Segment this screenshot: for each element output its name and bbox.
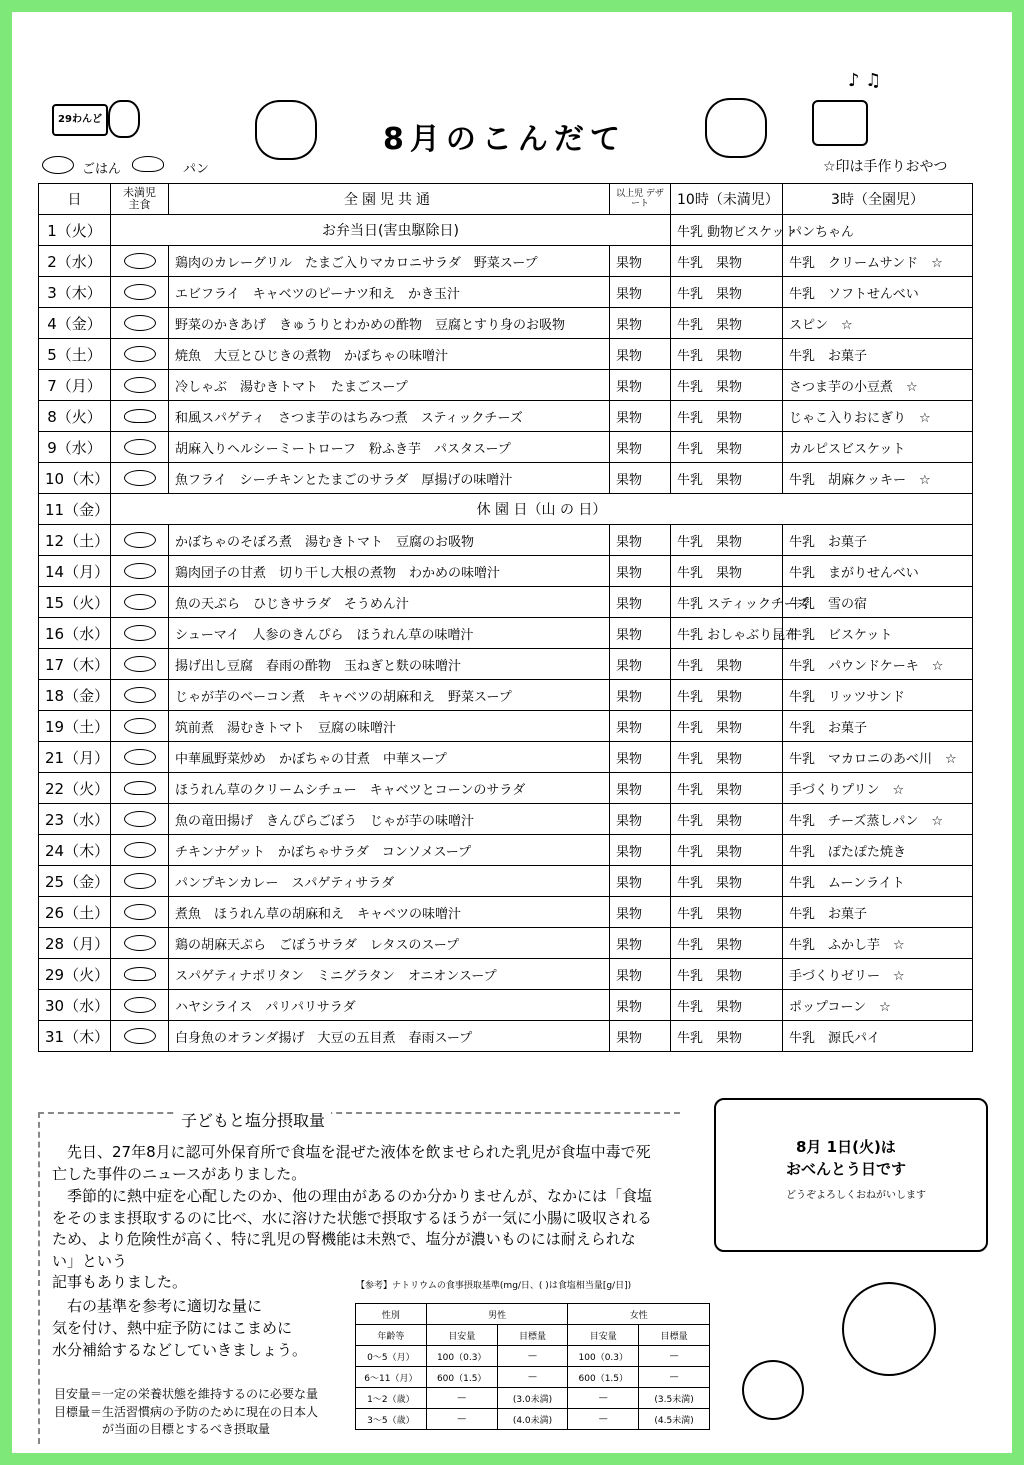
ref-cell: 目標量 [497,1325,568,1346]
snack-3-cell: 牛乳 ソフトせんべい [783,277,973,308]
note-heading: 子どもと塩分摂取量 [175,1108,331,1131]
snack-10-cell: 牛乳 果物 [671,773,783,804]
menu-row [39,959,973,990]
dessert-cell: 果物 [610,928,671,959]
bento-title: おべんとう日です [786,1160,907,1178]
main-dish-cell: スパゲティナポリタン ミニグラタン オニオンスープ [169,959,610,990]
snack-10-cell: 牛乳 果物 [671,525,783,556]
main-dish-cell: エビフライ キャベツのピーナツ和え かき玉汁 [169,277,610,308]
menu-row [39,494,973,525]
day-cell: 29（火） [39,959,111,990]
note-paragraph: 右の基準を参考に適切な量に [52,1297,263,1315]
snack-3-cell: 牛乳 パウンドケーキ ☆ [783,649,973,680]
rice-bowl-icon [124,470,156,486]
menu-row [39,835,973,866]
event-cell: 休 園 日（山 の 日） [111,494,973,525]
rice-bowl-icon [124,749,156,765]
staple-cell [111,308,169,339]
rice-bowl-icon [124,1028,156,1044]
snack-10-cell: 牛乳 果物 [671,959,783,990]
staple-cell [111,649,169,680]
ref-cell: 0～5（月） [356,1346,427,1367]
snack-10-cell: 牛乳 果物 [671,897,783,928]
staple-cell [111,432,169,463]
snack-3-cell: 牛乳 チーズ蒸しパン ☆ [783,804,973,835]
bento-date: 8月 1日(火)は [796,1138,896,1156]
menu-row [39,742,973,773]
snack-10-cell: 牛乳 果物 [671,1021,783,1052]
ref-cell: 1～2（歳） [356,1388,427,1409]
staple-cell [111,587,169,618]
day-cell: 28（月） [39,928,111,959]
snack-3-cell: 牛乳 ビスケット [783,618,973,649]
menu-row [39,432,973,463]
snack-3-cell: 牛乳 ムーンライト [783,866,973,897]
staple-cell [111,773,169,804]
snack-3-cell: ポップコーン ☆ [783,990,973,1021]
note-paragraph: 記事もありました。 [52,1273,188,1291]
staple-cell [111,556,169,587]
dog-illustration [255,100,317,160]
snack-3-cell: 手づくりゼリー ☆ [783,959,973,990]
dessert-cell: 果物 [610,463,671,494]
day-cell: 24（木） [39,835,111,866]
day-cell: 7（月） [39,370,111,401]
snack-3-cell: 牛乳 お菓子 [783,897,973,928]
rice-bowl-icon [124,315,156,331]
staple-cell [111,618,169,649]
day-cell: 5（土） [39,339,111,370]
ref-cell: (4.0未満) [497,1409,568,1430]
staple-cell [111,835,169,866]
dessert-cell: 果物 [610,618,671,649]
snack-3-cell: 牛乳 ふかし芋 ☆ [783,928,973,959]
dessert-cell: 果物 [610,401,671,432]
snack-3-cell: 牛乳 胡麻クッキー ☆ [783,463,973,494]
snack-3-cell: カルピスビスケット [783,432,973,463]
main-dish-cell: 鶏肉のカレーグリル たまご入りマカロニサラダ 野菜スープ [169,246,610,277]
day-cell: 17（木） [39,649,111,680]
day-cell: 4（金） [39,308,111,339]
snack-10-cell: 牛乳 果物 [671,246,783,277]
staple-cell [111,463,169,494]
staple-cell [111,246,169,277]
main-dish-cell: 冷しゃぶ 湯むきトマト たまごスープ [169,370,610,401]
ref-cell: 600（1.5） [426,1367,497,1388]
snack-3-cell: 牛乳 お菓子 [783,339,973,370]
day-cell: 15（火） [39,587,111,618]
snack-10-cell: 牛乳 果物 [671,370,783,401]
event-cell: お弁当日(害虫駆除日) [111,215,671,246]
dessert-cell: 果物 [610,370,671,401]
snack-10-cell: 牛乳 果物 [671,804,783,835]
menu-row [39,928,973,959]
menu-row [39,866,973,897]
main-dish-cell: パンプキンカレー スパゲティサラダ [169,866,610,897]
dessert-cell: 果物 [610,959,671,990]
boy-illustration [842,1282,936,1376]
snack-3-cell: 牛乳 お菓子 [783,525,973,556]
girl-illustration [742,1360,804,1420]
staple-cell [111,742,169,773]
ref-cell: 目安量 [568,1325,639,1346]
day-cell: 22（火） [39,773,111,804]
ref-cell: — [497,1346,568,1367]
dessert-cell: 果物 [610,432,671,463]
ref-cell: 100（0.3） [426,1346,497,1367]
col-header: 日 [39,184,111,215]
snack-10-cell: 牛乳 おしゃぶり昆布 [671,618,783,649]
dessert-cell: 果物 [610,866,671,897]
snack-10-cell: 牛乳 果物 [671,556,783,587]
ref-row [356,1409,710,1430]
dessert-cell: 果物 [610,556,671,587]
dessert-cell: 果物 [610,680,671,711]
main-dish-cell: 焼魚 大豆とひじきの煮物 かぼちゃの味噌汁 [169,339,610,370]
snack-10-cell: 牛乳 果物 [671,463,783,494]
menu-row [39,339,973,370]
day-cell: 9（水） [39,432,111,463]
dessert-cell: 果物 [610,1021,671,1052]
dessert-cell: 果物 [610,711,671,742]
main-dish-cell: 揚げ出し豆腐 春雨の酢物 玉ねぎと麩の味噌汁 [169,649,610,680]
col-header: 3時（全園児） [783,184,973,215]
music-notes-icon: ♪ ♫ [848,70,882,91]
bread-icon [132,156,164,172]
snack-3-cell: じゃこ入りおにぎり ☆ [783,401,973,432]
ref-cell: 6～11（月） [356,1367,427,1388]
day-cell: 1（火） [39,215,111,246]
staple-cell [111,804,169,835]
main-dish-cell: 胡麻入りヘルシーミートローフ 粉ふき芋 パスタスープ [169,432,610,463]
staple-cell [111,959,169,990]
rice-bowl-icon [124,377,156,393]
ref-cell: 目安量 [426,1325,497,1346]
menu-row [39,711,973,742]
note-paragraph: 水分補給するなどしていきましょう。 [52,1341,308,1359]
ref-cell: — [568,1409,639,1430]
staple-cell [111,897,169,928]
main-dish-cell: じゃが芋のベーコン煮 キャベツの胡麻和え 野菜スープ [169,680,610,711]
main-dish-cell: ハヤシライス パリパリサラダ [169,990,610,1021]
menu-row [39,804,973,835]
dessert-cell: 果物 [610,339,671,370]
day-cell: 11（金） [39,494,111,525]
snack-10-cell: 牛乳 果物 [671,401,783,432]
main-dish-cell: シューマイ 人参のきんぴら ほうれん草の味噌汁 [169,618,610,649]
rice-bowl-icon [124,656,156,672]
menu-header-row [39,184,973,215]
ref-cell: 性別 [356,1304,427,1325]
dessert-cell: 果物 [610,525,671,556]
day-cell: 31（木） [39,1021,111,1052]
staple-cell [111,370,169,401]
rice-bowl-icon [124,284,156,300]
main-dish-cell: 筑前煮 湯むきトマト 豆腐の味噌汁 [169,711,610,742]
rice-bowl-icon [124,842,156,858]
snack-3-cell: パンちゃん [783,215,973,246]
snack-10-cell: 牛乳 果物 [671,277,783,308]
menu-row [39,618,973,649]
snack-3-cell: 牛乳 ぽたぽた焼き [783,835,973,866]
snack-10-cell: 牛乳 果物 [671,866,783,897]
menu-row [39,370,973,401]
ref-cell: (4.5未満) [639,1409,710,1430]
col-header: 全園児共通 [169,184,610,215]
definition-line: 目標量＝生活習慣病の予防のために現在の日本人 [54,1404,319,1419]
dessert-cell: 果物 [610,246,671,277]
day-cell: 30（水） [39,990,111,1021]
rice-bowl-icon [124,439,156,455]
rice-bowl-icon [124,935,156,951]
staple-cell [111,680,169,711]
day-cell: 2（水） [39,246,111,277]
snack-10-cell: 牛乳 果物 [671,990,783,1021]
snack-10-cell: 牛乳 スティックチーズ [671,587,783,618]
dessert-cell: 果物 [610,835,671,866]
snack-3-cell: さつま芋の小豆煮 ☆ [783,370,973,401]
legend-bread-label: パン [183,162,210,177]
note-paragraph: 気を付け、熱中症予防にはこまめに [52,1319,293,1337]
snack-3-cell: 牛乳 源氏パイ [783,1021,973,1052]
rice-bowl-icon [124,253,156,269]
rice-bowl-icon [42,156,74,174]
col-header: 10時（未満児） [671,184,783,215]
main-dish-cell: 鶏の胡麻天ぷら ごぼうサラダ レタスのスープ [169,928,610,959]
staple-cell [111,277,169,308]
rice-bowl-icon [124,687,156,703]
radio-illustration [812,100,868,146]
staple-cell [111,990,169,1021]
snack-10-cell: 牛乳 果物 [671,680,783,711]
menu-row [39,556,973,587]
col-header: 以上児 デザート [610,184,671,215]
dessert-cell: 果物 [610,587,671,618]
menu-row [39,990,973,1021]
rice-bowl-icon [124,718,156,734]
ref-cell: — [639,1367,710,1388]
main-dish-cell: 中華風野菜炒め かぼちゃの甘煮 中華スープ [169,742,610,773]
snack-3-cell: 牛乳 お菓子 [783,711,973,742]
menu-row [39,587,973,618]
menu-row [39,680,973,711]
rice-bowl-icon [124,594,156,610]
sodium-reference-table [355,1303,710,1430]
menu-row [39,897,973,928]
note-paragraph: 季節的に熱中症を心配したのか、他の理由があるのか分かりませんが、なかには「食塩をそのまま摂取するのに比べ、水に溶けた状態で摂取するほうが一気に小腸に吸収されるため、より危険性が高く、特に乳児の腎機能は未熟で、塩分が濃いものには耐えられない」という [52,1187,653,1270]
main-dish-cell: ほうれん草のクリームシチュー キャベツとコーンのサラダ [169,773,610,804]
menu-row [39,277,973,308]
bento-day-notice [714,1098,988,1252]
day-cell: 21（月） [39,742,111,773]
day-cell: 25（金） [39,866,111,897]
day-cell: 12（土） [39,525,111,556]
main-dish-cell: 魚フライ シーチキンとたまごのサラダ 厚揚げの味噌汁 [169,463,610,494]
ref-cell: (3.5未満) [639,1388,710,1409]
page-title: 8月のこんだて [383,122,626,157]
rice-bowl-icon [124,873,156,889]
ref-row [356,1388,710,1409]
snack-3-cell: 牛乳 マカロニのあべ川 ☆ [783,742,973,773]
snack-10-cell: 牛乳 果物 [671,835,783,866]
cat-illustration [108,100,140,138]
dessert-cell: 果物 [610,277,671,308]
day-cell: 26（土） [39,897,111,928]
menu-row [39,773,973,804]
rice-bowl-icon [124,811,156,827]
snack-10-cell: 牛乳 果物 [671,649,783,680]
day-cell: 18（金） [39,680,111,711]
legend-handmade-note: ☆印は手作りおやつ [823,159,948,175]
snack-10-cell: 牛乳 果物 [671,432,783,463]
menu-row [39,246,973,277]
rabbit-illustration [705,98,767,158]
snack-10-cell: 牛乳 果物 [671,928,783,959]
staple-cell [111,928,169,959]
ref-cell: 100（0.3） [568,1346,639,1367]
ref-cell: — [497,1367,568,1388]
rice-bowl-icon [124,997,156,1013]
snack-10-cell: 牛乳 果物 [671,742,783,773]
ref-cell: — [426,1409,497,1430]
bread-icon [124,409,156,423]
ref-cell: 600（1.5） [568,1367,639,1388]
main-dish-cell: 和風スパゲティ さつま芋のはちみつ煮 スティックチーズ [169,401,610,432]
staple-cell [111,866,169,897]
ref-row [356,1367,710,1388]
ref-cell: 年齢等 [356,1325,427,1346]
reference-caption: 【参考】ナトリウムの食事摂取基準(mg/日、( )は食塩相当量[g/日]) [356,1281,632,1291]
dessert-cell: 果物 [610,649,671,680]
dessert-cell: 果物 [610,742,671,773]
ref-cell: — [426,1388,497,1409]
ref-cell: 目標量 [639,1325,710,1346]
menu-row [39,649,973,680]
ref-cell: (3.0未満) [497,1388,568,1409]
day-cell: 10（木） [39,463,111,494]
menu-row [39,1021,973,1052]
menu-row [39,308,973,339]
main-dish-cell: 魚の竜田揚げ きんぴらごぼう じゃが芋の味噌汁 [169,804,610,835]
dessert-cell: 果物 [610,773,671,804]
menu-row [39,215,973,246]
ref-cell: 男性 [426,1304,568,1325]
col-header: 未満児 主食 [111,184,169,215]
ref-row [356,1346,710,1367]
snack-10-cell: 牛乳 動物ビスケット [671,215,783,246]
main-dish-cell: 煮魚 ほうれん草の胡麻和え キャベツの味噌汁 [169,897,610,928]
snack-10-cell: 牛乳 果物 [671,308,783,339]
staple-cell [111,525,169,556]
staple-cell [111,339,169,370]
snack-3-cell: 牛乳 雪の宿 [783,587,973,618]
bento-greeting: どうぞよろしくおねがいします [786,1190,926,1201]
day-cell: 23（水） [39,804,111,835]
rice-bowl-icon [124,532,156,548]
ref-cell: — [639,1346,710,1367]
day-cell: 16（水） [39,618,111,649]
main-dish-cell: 白身魚のオランダ揚げ 大豆の五目煮 春雨スープ [169,1021,610,1052]
staple-cell [111,1021,169,1052]
dessert-cell: 果物 [610,804,671,835]
snack-3-cell: 牛乳 クリームサンド ☆ [783,246,973,277]
day-cell: 14（月） [39,556,111,587]
main-dish-cell: 野菜のかきあげ きゅうりとわかめの酢物 豆腐とすり身のお吸物 [169,308,610,339]
menu-row [39,525,973,556]
day-cell: 3（木） [39,277,111,308]
bread-icon [124,967,156,981]
day-cell: 8（火） [39,401,111,432]
rice-bowl-icon [124,346,156,362]
note-paragraph: 先日、27年8月に認可外保育所で食塩を混ぜた液体を飲ませられた乳児が食塩中毒で死亡した事件のニュースがありました。 [52,1143,651,1183]
rice-bowl-icon [124,904,156,920]
snack-10-cell: 牛乳 果物 [671,711,783,742]
board-illustration: 29わんど [52,104,108,136]
legend-rice-label: ごはん [82,162,122,177]
ref-header-row [356,1325,710,1346]
staple-cell [111,401,169,432]
rice-bowl-icon [124,625,156,641]
bread-icon [124,781,156,795]
definitions [54,1386,318,1439]
dessert-cell: 果物 [610,308,671,339]
definition-line: が当面の目標とするべき摂取量 [54,1422,271,1436]
rice-bowl-icon [124,563,156,579]
staple-cell [111,711,169,742]
main-dish-cell: 魚の天ぷら ひじきサラダ そうめん汁 [169,587,610,618]
main-dish-cell: 鶏肉団子の甘煮 切り干し大根の煮物 わかめの味噌汁 [169,556,610,587]
snack-3-cell: スピン ☆ [783,308,973,339]
ref-header-row [356,1304,710,1325]
day-cell: 19（土） [39,711,111,742]
definition-line: 目安量＝一定の栄養状態を維持するのに必要な量 [54,1387,319,1401]
main-dish-cell: かぼちゃのそぼろ煮 湯むきトマト 豆腐のお吸物 [169,525,610,556]
snack-3-cell: 牛乳 リッツサンド [783,680,973,711]
menu-row [39,463,973,494]
dessert-cell: 果物 [610,990,671,1021]
ref-cell: 3～5（歳） [356,1409,427,1430]
menu-row [39,401,973,432]
snack-3-cell: 手づくりプリン ☆ [783,773,973,804]
snack-3-cell: 牛乳 まがりせんべい [783,556,973,587]
menu-table [38,183,973,1052]
snack-10-cell: 牛乳 果物 [671,339,783,370]
main-dish-cell: チキンナゲット かぼちゃサラダ コンソメスープ [169,835,610,866]
dessert-cell: 果物 [610,897,671,928]
ref-cell: — [568,1388,639,1409]
ref-cell: 女性 [568,1304,710,1325]
